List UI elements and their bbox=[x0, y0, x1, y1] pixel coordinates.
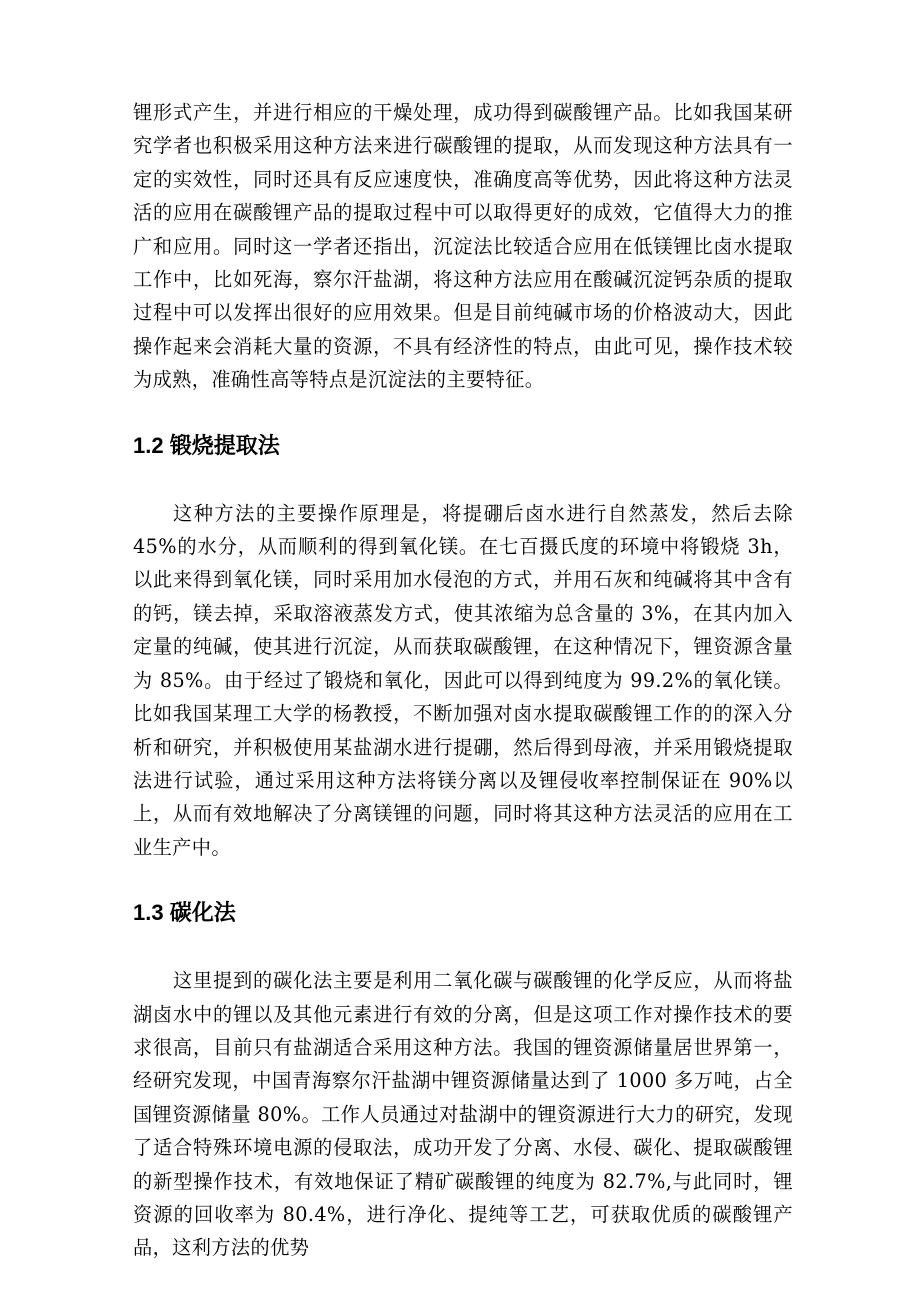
section-heading: 1.3 碳化法 bbox=[133, 900, 236, 926]
document-body bbox=[133, 96, 793, 1265]
body-paragraph: 锂形式产生，并进行相应的干燥处理，成功得到碳酸锂产品。比如我国某研究学者也积极采用这种方法来进行碳酸锂的提取，从而发现这种方法具有一定的实效性，同时还具有反应速度快，准确度高等优势，因此将这种方法灵活的应用在碳酸锂产品的提取过程中可以取得更好的成效，它值得大力的推广和应用。同时这一学者还指出，沉淀法比较适合应用在低镁锂比卤水提取工作中，比如死海，察尔汗盐湖，将这种方法应用在酸碱沉淀钙杂质的提取过程中可以发挥出很好的应用效果。但是目前纯碱市场的价格波动大，因此操作起来会消耗大量的资源，不具有经济性的特点，由此可见，操作技术较为成熟，准确性高等特点是沉淀法的主要特征。 bbox=[133, 101, 793, 392]
section-heading: 1.2 锻烧提取法 bbox=[133, 432, 280, 458]
body-paragraph: 这里提到的碳化法主要是利用二氧化碳与碳酸锂的化学反应，从而将盐湖卤水中的锂以及其他元素进行有效的分离，但是这项工作对操作技术的要求很高，目前只有盐湖适合采用这种方法。我国的锂资源储量居世界第一，经研究发现，中国青海察尔汗盐湖中锂资源储量达到了 1000 多万吨，占全国锂资源储量 80%。工作人员通过对盐湖中的锂资源进行大力的研究，发现了适合特殊环境电源的侵取法，成功开发了分离、水侵、碳化、提取碳酸锂的新型操作技术，有效地保证了精矿碳酸锂的纯度为 82.7%,与此同时，锂资源的回收率为 80.4%，进行净化、提纯等工艺，可获取优质的碳酸锂产品，这利方法的优势 bbox=[133, 969, 793, 1260]
body-paragraph: 这种方法的主要操作原理是，将提硼后卤水进行自然蒸发，然后去除 45%的水分，从而顺利的得到氧化镁。在七百摄氏度的环境中将锻烧 3h，以此来得到氧化镁，同时采用加水侵泡的方式，并用石灰和纯碱将其中含有的钙，镁去掉，采取溶液蒸发方式，使其浓缩为总含量的 3%，在其内加入定量的纯碱，使其进行沉淀，从而获取碳酸锂，在这种情况下，锂资源含量为 85%。由于经过了锻烧和氧化，因此可以得到纯度为 99.2%的氧化镁。比如我国某理工大学的杨教授，不断加强对卤水提取碳酸锂工作的的深入分析和研究，并积极使用某盐湖水进行提硼，然后得到母液，并采用锻烧提取法进行试验，通过采用这种方法将镁分离以及锂侵收率控制保证在 90%以上，从而有效地解决了分离镁锂的问题，同时将其这种方法灵活的应用在工业生产中。 bbox=[133, 501, 793, 859]
